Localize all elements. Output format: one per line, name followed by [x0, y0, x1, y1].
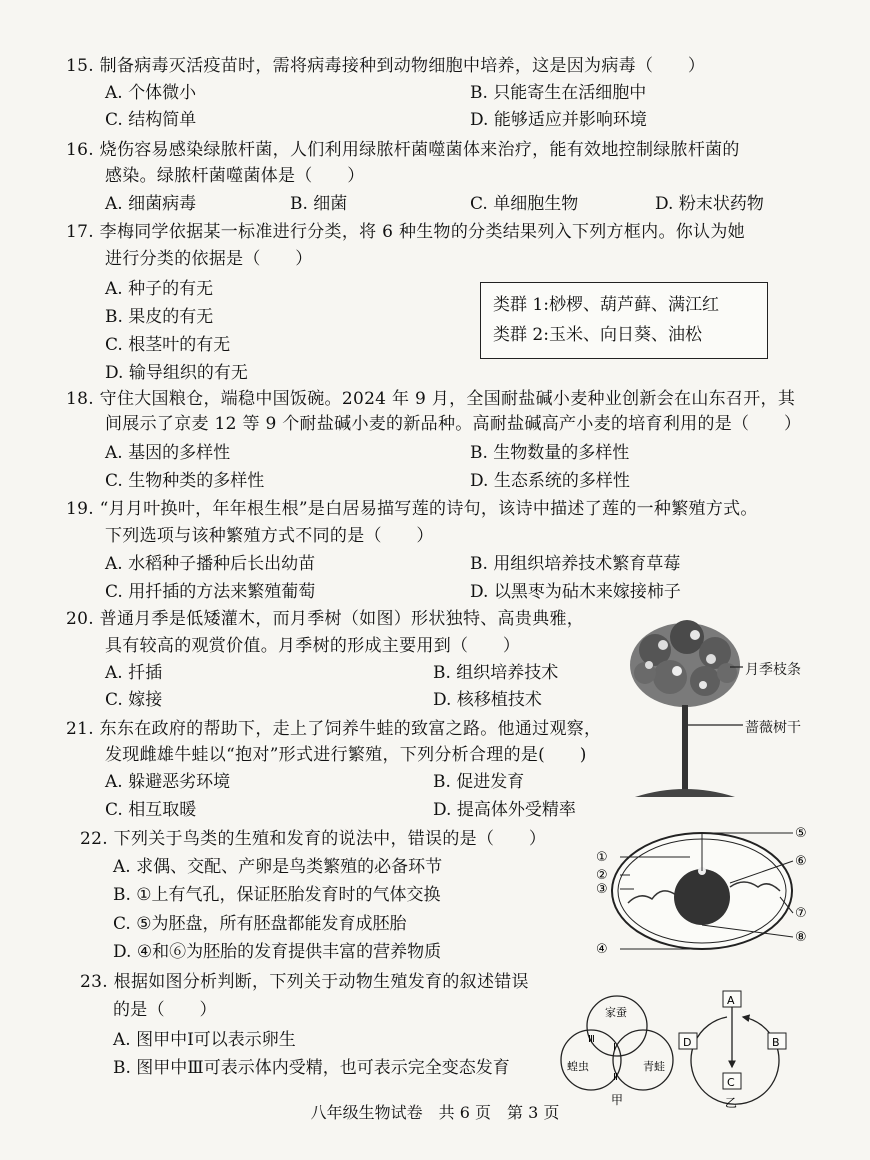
venn-label-silkworm: 家蚕 — [605, 1006, 627, 1019]
q15-option-c: C. 结构简单 — [105, 110, 197, 130]
q19-stem-line1: 19. “月月叶换叶，年年根生根”是白居易描写莲的诗句，该诗中描述了莲的一种繁殖方式。 — [66, 499, 758, 519]
q16-option-b: B. 细菌 — [290, 194, 348, 214]
egg-mark-4: ④ — [596, 942, 608, 955]
q20-option-a: A. 扦插 — [105, 663, 163, 683]
q16-stem-line2: 感染。绿脓杆菌噬菌体是（ ） — [105, 166, 365, 186]
q18-option-c: C. 生物种类的多样性 — [105, 471, 265, 491]
q20-stem-line2: 具有较高的观赏价值。月季树的形成主要用到（ ） — [105, 636, 521, 656]
q21-option-c: C. 相互取暖 — [105, 800, 197, 820]
cycle-node-c: C — [727, 1076, 735, 1089]
rose-branch-label: 月季枝条 — [745, 662, 801, 678]
venn-caption: 甲 — [611, 1093, 624, 1107]
q15-option-a: A. 个体微小 — [105, 83, 197, 103]
q20-option-d: D. 核移植技术 — [433, 690, 542, 710]
q17-option-c: C. 根茎叶的有无 — [105, 335, 231, 355]
q17-stem-line1: 17. 李梅同学依据某一标准进行分类，将 6 种生物的分类结果列入下列方框内。你认为她 — [66, 222, 745, 242]
q18-option-b: B. 生物数量的多样性 — [470, 443, 630, 463]
q19-option-c: C. 用扦插的方法来繁殖葡萄 — [105, 582, 316, 602]
q21-option-b: B. 促进发育 — [433, 772, 525, 792]
q16-option-c: C. 单细胞生物 — [470, 194, 579, 214]
q20-option-c: C. 嫁接 — [105, 690, 163, 710]
q17-box-group2: 类群 2:玉米、向日葵、油松 — [493, 325, 702, 345]
venn-diagram-jia — [555, 988, 685, 1108]
cycle-caption: 乙 — [725, 1096, 738, 1110]
rose-trunk — [682, 705, 688, 790]
venn-region-3: Ⅲ — [588, 1034, 595, 1045]
q21-option-a: A. 躲避恶劣环境 — [105, 772, 231, 792]
q16-stem-line1: 16. 烧伤容易感染绿脓杆菌，人们利用绿脓杆菌噬菌体来治疗，能有效地控制绿脓杆菌的 — [66, 140, 740, 160]
egg-mark-7: ⑦ — [795, 906, 807, 921]
q15-option-b: B. 只能寄生在活细胞中 — [470, 83, 647, 103]
q18-stem-line2: 间展示了京麦 12 等 9 个耐盐碱小麦的新品种。高耐盐碱高产小麦的培育利用的是（ ） — [105, 414, 802, 434]
q19-stem-line2: 下列选项与该种繁殖方式不同的是（ ） — [105, 526, 434, 546]
q19-option-d: D. 以黑枣为砧木来嫁接柿子 — [470, 582, 681, 602]
rose-canopy — [630, 620, 740, 707]
q18-option-a: A. 基因的多样性 — [105, 443, 231, 463]
q17-option-a: A. 种子的有无 — [105, 279, 214, 299]
egg-mark-3: ③ — [596, 882, 608, 897]
cycle-node-a: A — [727, 994, 735, 1007]
q15-stem: 15. 制备病毒灭活疫苗时，需将病毒接种到动物细胞中培养，这是因为病毒（ ） — [66, 56, 706, 76]
q22-option-c: C. ⑤为胚盘，所有胚盘都能发育成胚胎 — [113, 914, 407, 934]
q21-stem-line1: 21. 东东在政府的帮助下，走上了饲养牛蛙的致富之路。他通过观察， — [66, 719, 602, 739]
egg-mark-8: ⑧ — [795, 930, 807, 945]
egg-mark-5: ⑤ — [795, 826, 807, 841]
egg-mark-1: ① — [596, 850, 608, 865]
q16-option-d: D. 粉末状药物 — [655, 194, 764, 214]
q15-option-d: D. 能够适应并影响环境 — [470, 110, 647, 130]
rose-trunk-label: 蔷薇树干 — [745, 720, 801, 736]
egg-mark-6: ⑥ — [795, 854, 807, 869]
q16-option-a: A. 细菌病毒 — [105, 194, 197, 214]
q18-stem-line1: 18. 守住大国粮仓，端稳中国饭碗。2024 年 9 月，全国耐盐碱小麦种业创新会在山东召开，其 — [66, 389, 796, 409]
q22-option-d: D. ④和⑥为胚胎的发育提供丰富的营养物质 — [113, 942, 442, 962]
q20-stem-line1: 20. 普通月季是低矮灌木，而月季树（如图）形状独特、高贵典雅， — [66, 609, 585, 629]
q22-option-a: A. 求偶、交配、产卵是鸟类繁殖的必备环节 — [113, 857, 443, 877]
q20-option-b: B. 组织培养技术 — [433, 663, 559, 683]
rose-tree-figure — [615, 615, 865, 815]
q19-option-b: B. 用组织培养技术繁育草莓 — [470, 554, 681, 574]
page-footer: 八年级生物试卷 共 6 页 第 3 页 — [310, 1103, 560, 1122]
cycle-diagram-yi — [675, 985, 795, 1110]
q22-stem: 22. 下列关于鸟类的生殖和发育的说法中，错误的是（ ） — [80, 829, 547, 849]
q23-stem-line2: 的是（ ） — [113, 1000, 217, 1020]
q21-stem-line2: 发现雌雄牛蛙以“抱对”形式进行繁殖，下列分析合理的是( ) — [105, 745, 587, 765]
cycle-node-d: D — [683, 1036, 692, 1049]
egg-yolk — [674, 869, 730, 925]
rose-soil — [635, 789, 735, 797]
q21-option-d: D. 提高体外受精率 — [433, 800, 576, 820]
q23-stem-line1: 23. 根据如图分析判断，下列关于动物生殖发育的叙述错误 — [80, 972, 529, 992]
q17-option-b: B. 果皮的有无 — [105, 307, 214, 327]
q18-option-d: D. 生态系统的多样性 — [470, 471, 630, 491]
cycle-node-b: B — [772, 1036, 780, 1049]
venn-region-2: Ⅱ — [613, 1072, 618, 1083]
q17-classification-box — [480, 282, 768, 359]
q23-option-b: B. 图甲中Ⅲ可表示体内受精，也可表示完全变态发育 — [113, 1058, 510, 1078]
egg-mark-2: ② — [596, 868, 608, 883]
venn-label-frog: 青蛙 — [643, 1060, 665, 1073]
q17-option-d: D. 输导组织的有无 — [105, 363, 248, 383]
venn-region-1: Ⅰ — [613, 1042, 616, 1053]
venn-label-locust: 蝗虫 — [567, 1060, 589, 1073]
q19-option-a: A. 水稻种子播种后长出幼苗 — [105, 554, 316, 574]
q22-option-b: B. ①上有气孔，保证胚胎发育时的气体交换 — [113, 885, 441, 905]
q17-box-group1: 类群 1:桫椤、葫芦藓、满江红 — [493, 295, 719, 315]
q17-stem-line2: 进行分类的依据是（ ） — [105, 249, 313, 269]
q23-option-a: A. 图甲中Ⅰ可以表示卵生 — [113, 1030, 296, 1050]
bird-egg-figure — [590, 825, 820, 955]
